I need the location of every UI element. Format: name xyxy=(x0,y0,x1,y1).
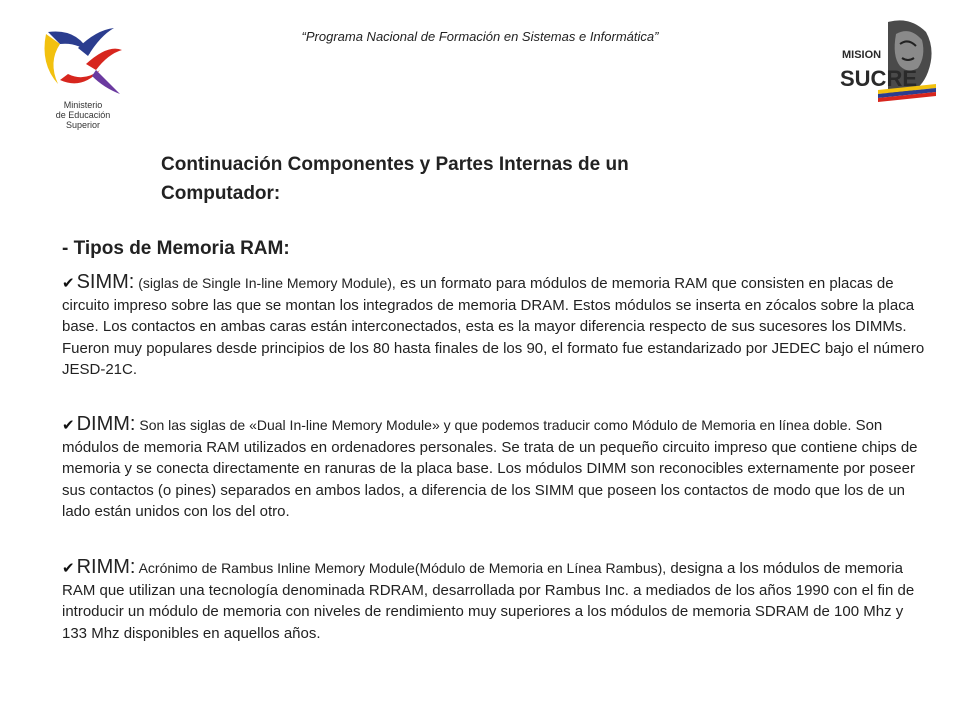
ministry-caption-line2: de Educación Superior xyxy=(55,110,111,130)
simm-term: SIMM: xyxy=(76,271,135,293)
simm-paragraph xyxy=(62,272,932,381)
dimm-expansion: Son las siglas de «Dual In-line Memory Module» y que podemos traducir como Módulo de Memoria en línea doble. xyxy=(135,417,852,433)
page-title: Continuación Componentes y Partes Internas de un Computador: xyxy=(161,154,629,204)
checkmark-icon: ✔ xyxy=(62,275,75,292)
dimm-description: Son módulos de memoria RAM utilizados en ordenadores personales. Se trata de un pequeño circuito impreso que contiene chips de memoria y se conecta directamente en ranuras de la placa base. Los módulos DIMM son reconocibles externamente por poseer sus contactos (o pines) separados en ambos lados, a diferencia de los SIMM que poseen los contactos de modo que los de un lado están unidos con los del otro. xyxy=(62,417,918,520)
rimm-term: RIMM: xyxy=(76,556,136,578)
rimm-paragraph xyxy=(62,557,932,644)
ministry-emblem-icon xyxy=(38,24,128,100)
rimm-expansion: Acrónimo de Rambus Inline Memory Module(Módulo de Memoria en Línea Rambus), xyxy=(135,560,667,576)
mision-text: MISION xyxy=(842,49,882,61)
simm-expansion: (siglas de Single In-line Memory Module), xyxy=(134,275,396,291)
rimm-description: designa a los módulos de memoria RAM que utilizan una tecnología denominada RDRAM, desarrollada por Rambus Inc. a mediados de los años 1990 con el fin de introducir un módulo de memoria con niveles de rendimiento muy superiores a los módulos de memoria SDRAM de 100 Mhz y 133 Mhz disponibles en aquellos años. xyxy=(62,560,915,642)
section-subtitle: - Tipos de Memoria RAM: xyxy=(62,238,290,259)
checkmark-icon: ✔ xyxy=(62,417,75,434)
ministry-logo xyxy=(38,24,128,130)
checkmark-icon: ✔ xyxy=(62,560,75,577)
ministry-caption-line1: Ministerio xyxy=(63,100,103,110)
sucre-text: SUCRE xyxy=(840,66,918,91)
mision-sucre-logo xyxy=(838,16,938,102)
simm-description: es un formato para módulos de memoria RAM que consisten en placas de circuito impreso sobre las que se montan los integrados de memoria DRAM. Estos módulos se inserta en zócalos sobre la placa base. Los contactos en ambas caras están interconectados, esta es la mayor diferencia respecto de sus sucesores los DIMMs. Fueron muy populares desde principios de los 80 hasta finales de los 90, el formato fue estandarizado por JEDEC bajo el número JESD-21C. xyxy=(62,275,925,378)
dimm-paragraph xyxy=(62,414,932,523)
dimm-term: DIMM: xyxy=(76,413,136,435)
program-title: “Programa Nacional de Formación en Sistemas e Informática” xyxy=(301,29,659,44)
